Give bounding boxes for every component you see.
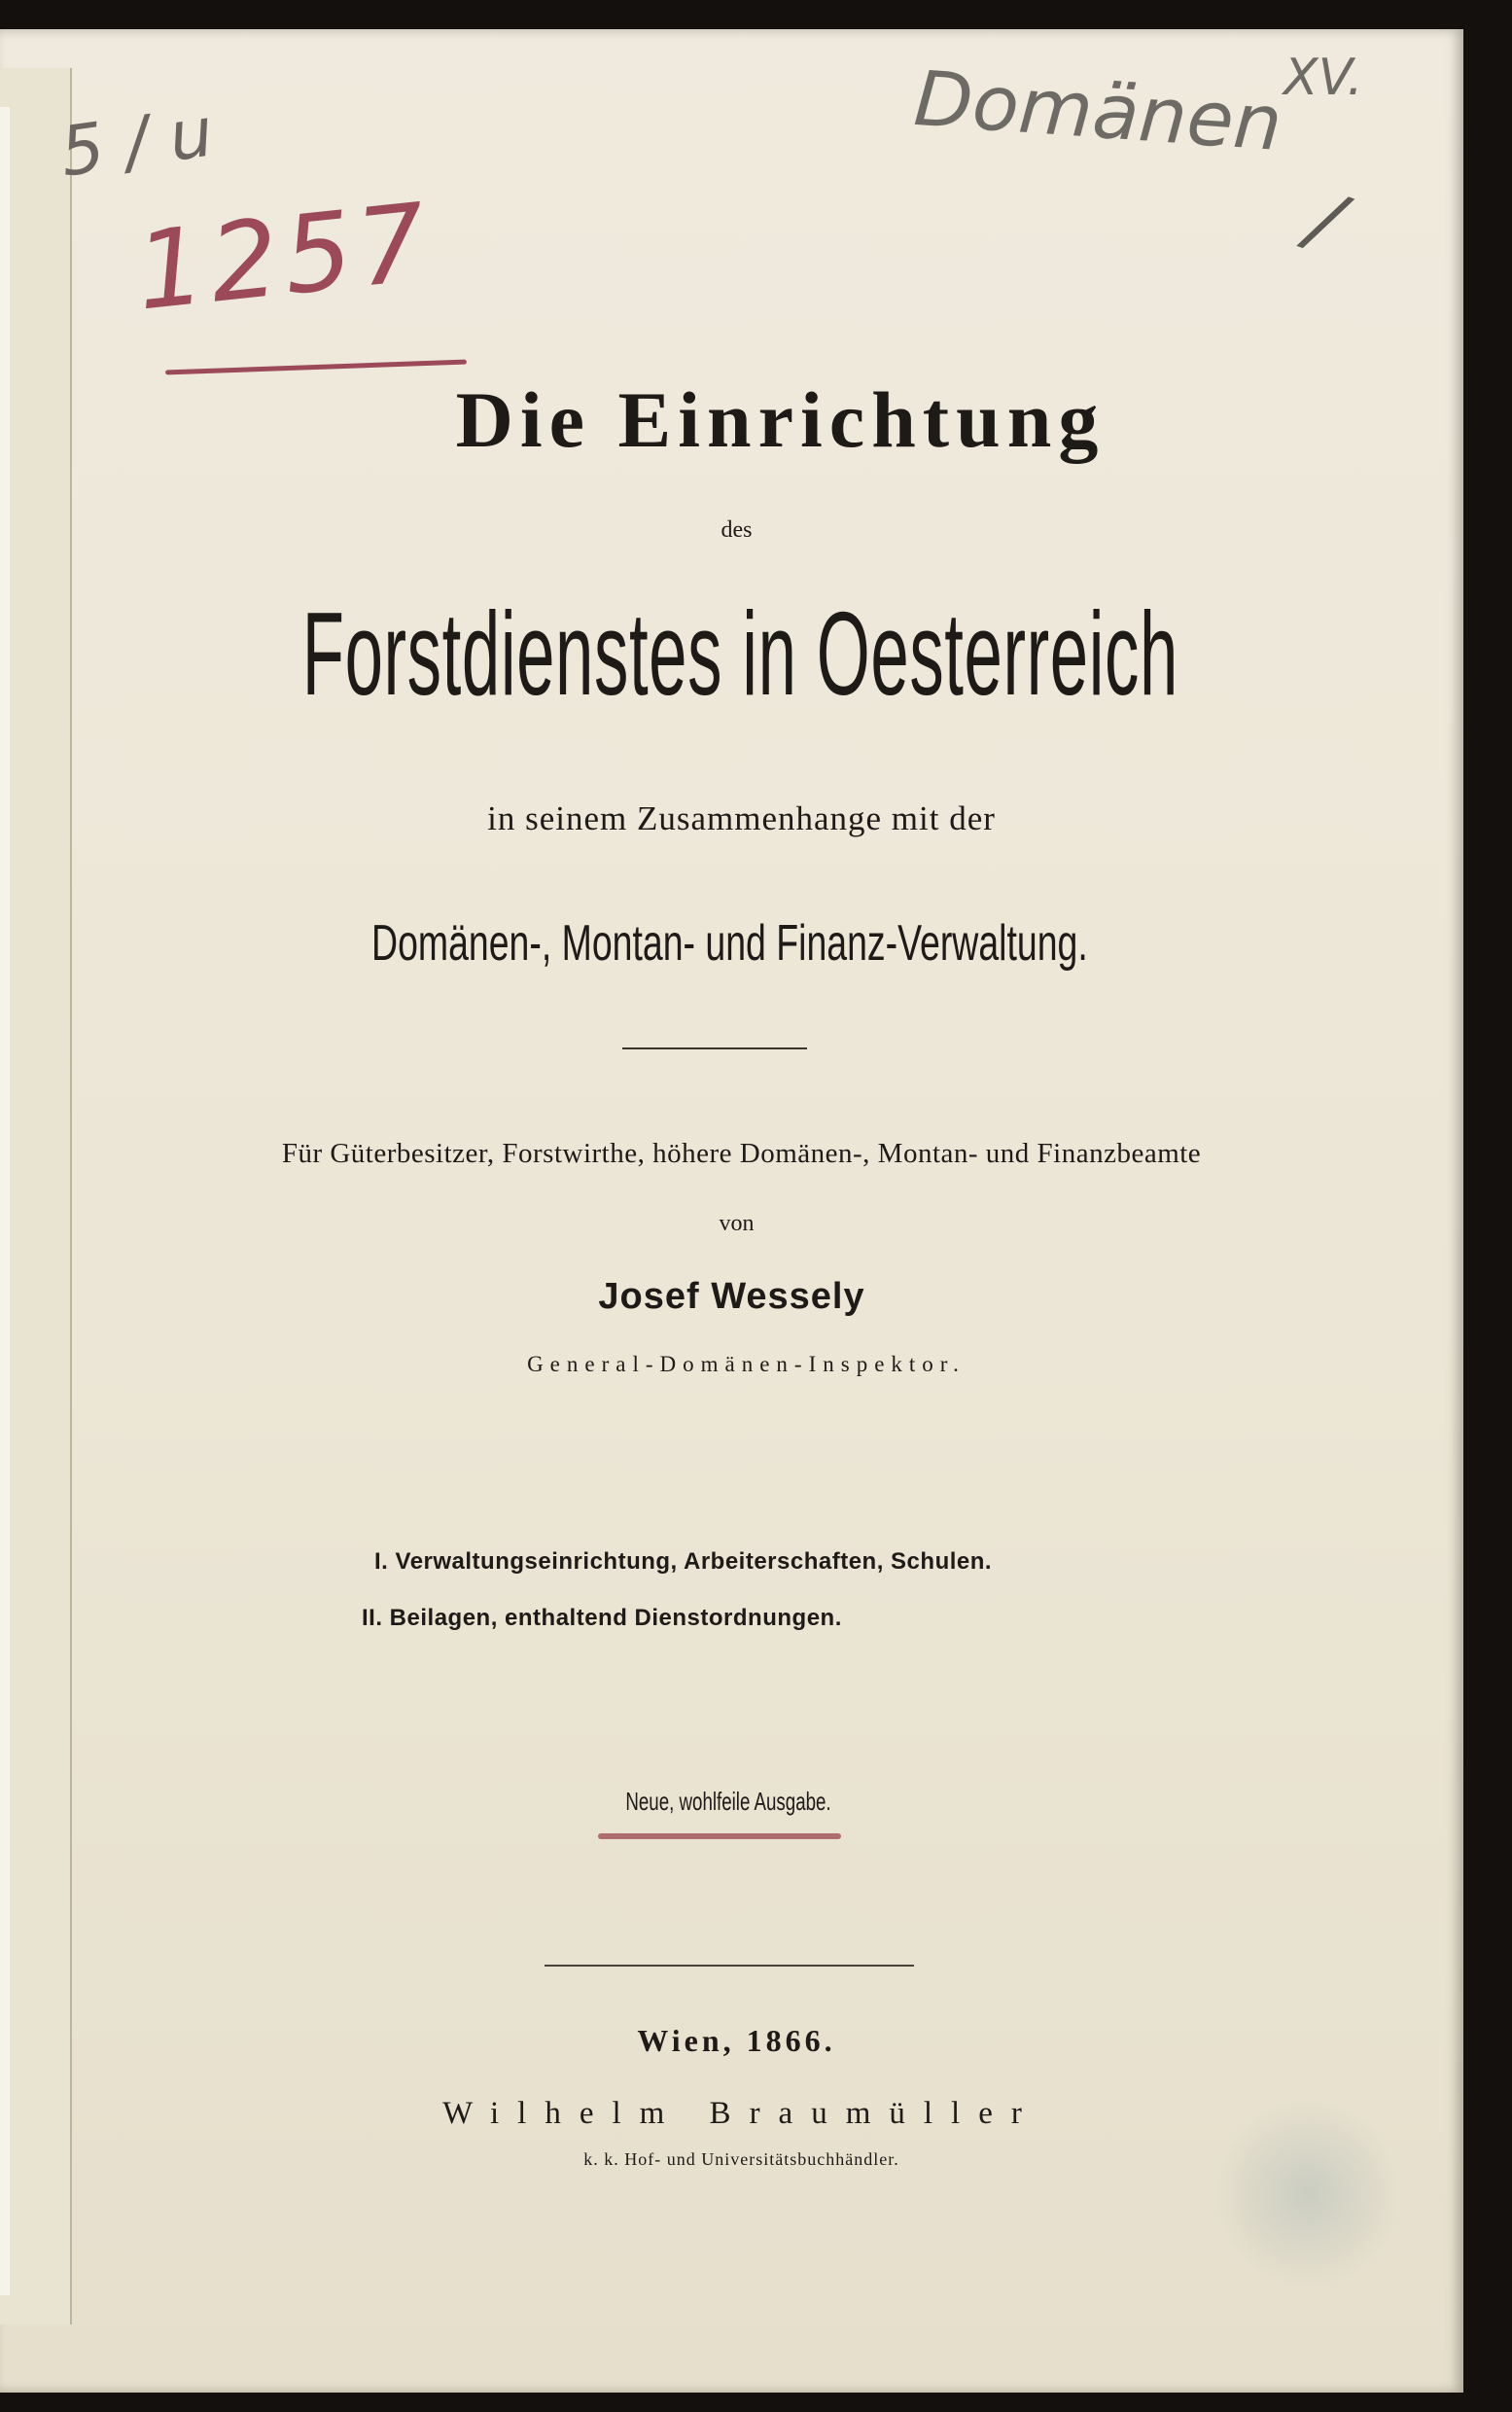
divider-rule-2 bbox=[545, 1965, 914, 1967]
shelfmark-underline bbox=[165, 360, 467, 375]
subtitle-line-1: in seinem Zusammenhange mit der bbox=[487, 799, 996, 837]
by-line: von bbox=[719, 1211, 755, 1236]
title-page bbox=[0, 29, 1463, 2393]
handwritten-note-top-left: 5 / u bbox=[55, 91, 218, 193]
imprint-publisher-note: k. k. Hof- und Universitätsbuchhändler. bbox=[583, 2149, 899, 2169]
contents-item-2: II. Beilagen, enthaltend Dienstordnungen. bbox=[362, 1605, 842, 1631]
title-line-1: Die Einrichtung bbox=[455, 375, 1106, 464]
author-title: General-Domänen-Inspektor. bbox=[527, 1352, 966, 1376]
imprint-publisher: Wilhelm Braumüller bbox=[442, 2096, 1040, 2131]
edition-underline bbox=[598, 1833, 841, 1839]
edition-note: Neue, wohlfeile Ausgabe. bbox=[625, 1787, 831, 1816]
divider-rule-1 bbox=[622, 1047, 807, 1049]
handwritten-roman-numeral: XV. bbox=[1283, 49, 1363, 107]
imprint-place-year: Wien, 1866. bbox=[637, 2023, 836, 2058]
subtitle-line-2: Domänen-, Montan- und Finanz-Verwaltung. bbox=[371, 915, 1088, 972]
author-name: Josef Wessely bbox=[598, 1276, 865, 1317]
contents-item-1: I. Verwaltungseinrichtung, Arbeiterschaften, Schulen. bbox=[374, 1548, 993, 1575]
handwritten-note-top-right: Domänen bbox=[911, 54, 1285, 169]
audience-line: Für Güterbesitzer, Forstwirthe, höhere Domänen-, Montan- und Finanzbeamte bbox=[281, 1138, 1202, 1169]
handwritten-slash: / bbox=[1297, 173, 1354, 267]
title-des: des bbox=[721, 517, 753, 543]
handwritten-shelfmark: 1257 bbox=[130, 179, 438, 335]
paper-stain bbox=[1215, 2101, 1400, 2286]
title-line-2: Forstdienstes in Oesterreich bbox=[301, 587, 1178, 720]
